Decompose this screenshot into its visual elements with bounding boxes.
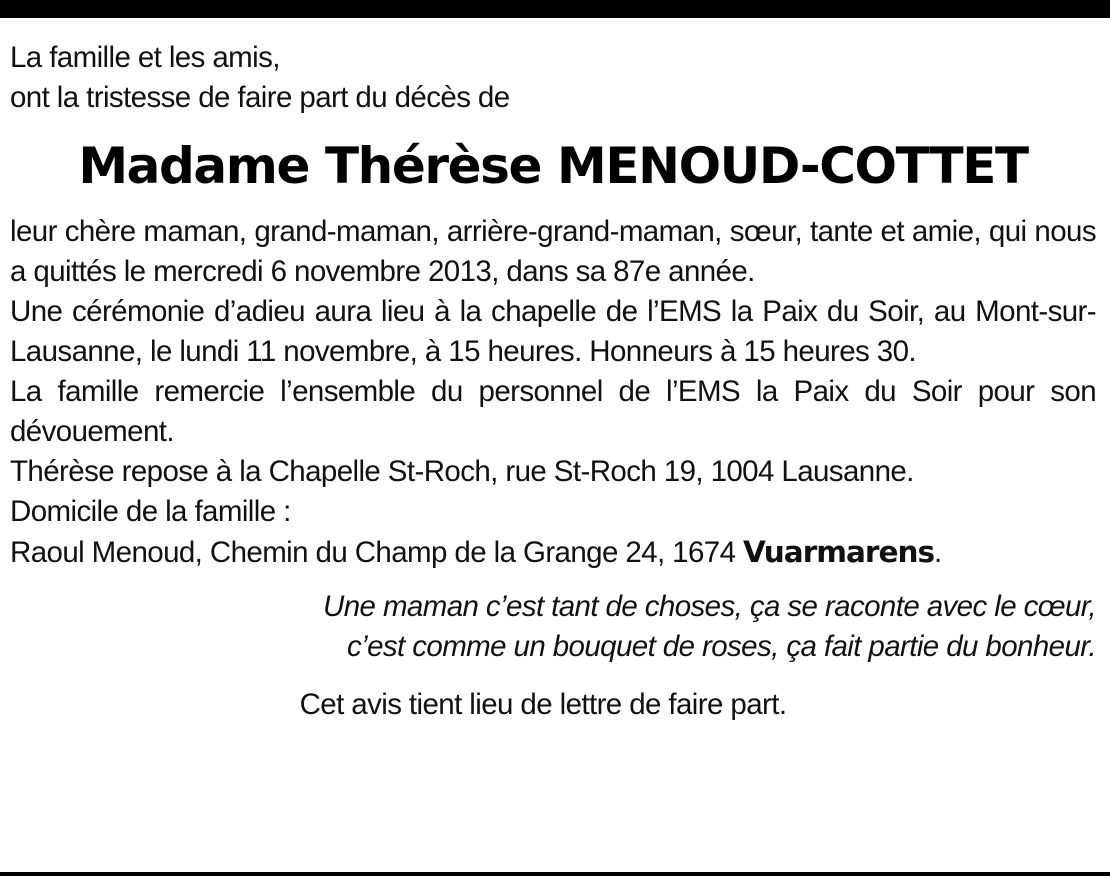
domicile-label: Domicile de la famille :: [10, 495, 291, 528]
thanks-paragraph: La famille remercie l’ensemble du personnel de l’EMS la Paix du Soir pour son dévouement.: [10, 375, 1096, 448]
top-border-rule: [0, 0, 1110, 18]
address-street: Raoul Menoud, Chemin du Champ de la Grange 24, 1674: [10, 536, 744, 569]
rests-paragraph: Thérèse repose à la Chapelle St-Roch, rue St-Roch 19, 1004 Lausanne.: [10, 455, 914, 488]
intro: [10, 38, 1096, 118]
address-town: Vuarmarens: [743, 535, 935, 569]
tribute-paragraph: leur chère maman, grand-maman, arrière-grand-maman, sœur, tante et amie, qui nous a quittés le mercredi 6 novembre 2013, dans sa 87e année.: [10, 215, 1096, 288]
notice-body: [10, 212, 1096, 573]
intro-line-1: La famille et les amis,: [10, 41, 280, 74]
poem-line-1: Une maman c’est tant de choses, ça se raconte avec le cœur,: [323, 590, 1096, 623]
ceremony-paragraph: [10, 292, 1096, 372]
poem-line-2: c’est comme un bouquet de roses, ça fait partie du bonheur.: [346, 630, 1096, 663]
obituary-notice: [10, 38, 1096, 725]
deceased-name: Madame Thérèse MENOUD-COTTET: [78, 137, 1028, 195]
ceremony-text: Une cérémonie d’adieu aura lieu à la chapelle de l’EMS la Paix du Soir, au Mont-sur-Lausanne, le lundi 11 novembre, à 15 heures.: [10, 295, 1096, 368]
family-address: [10, 532, 1096, 573]
address-end: .: [934, 536, 942, 569]
intro-line-2: ont la tristesse de faire part du décès de: [10, 81, 510, 114]
poem: [10, 587, 1096, 667]
honours-text: Honneurs à 15 heures 30.: [589, 335, 917, 368]
bottom-border-rule: [0, 872, 1110, 876]
closing-note: Cet avis tient lieu de lettre de faire part.: [299, 688, 787, 721]
